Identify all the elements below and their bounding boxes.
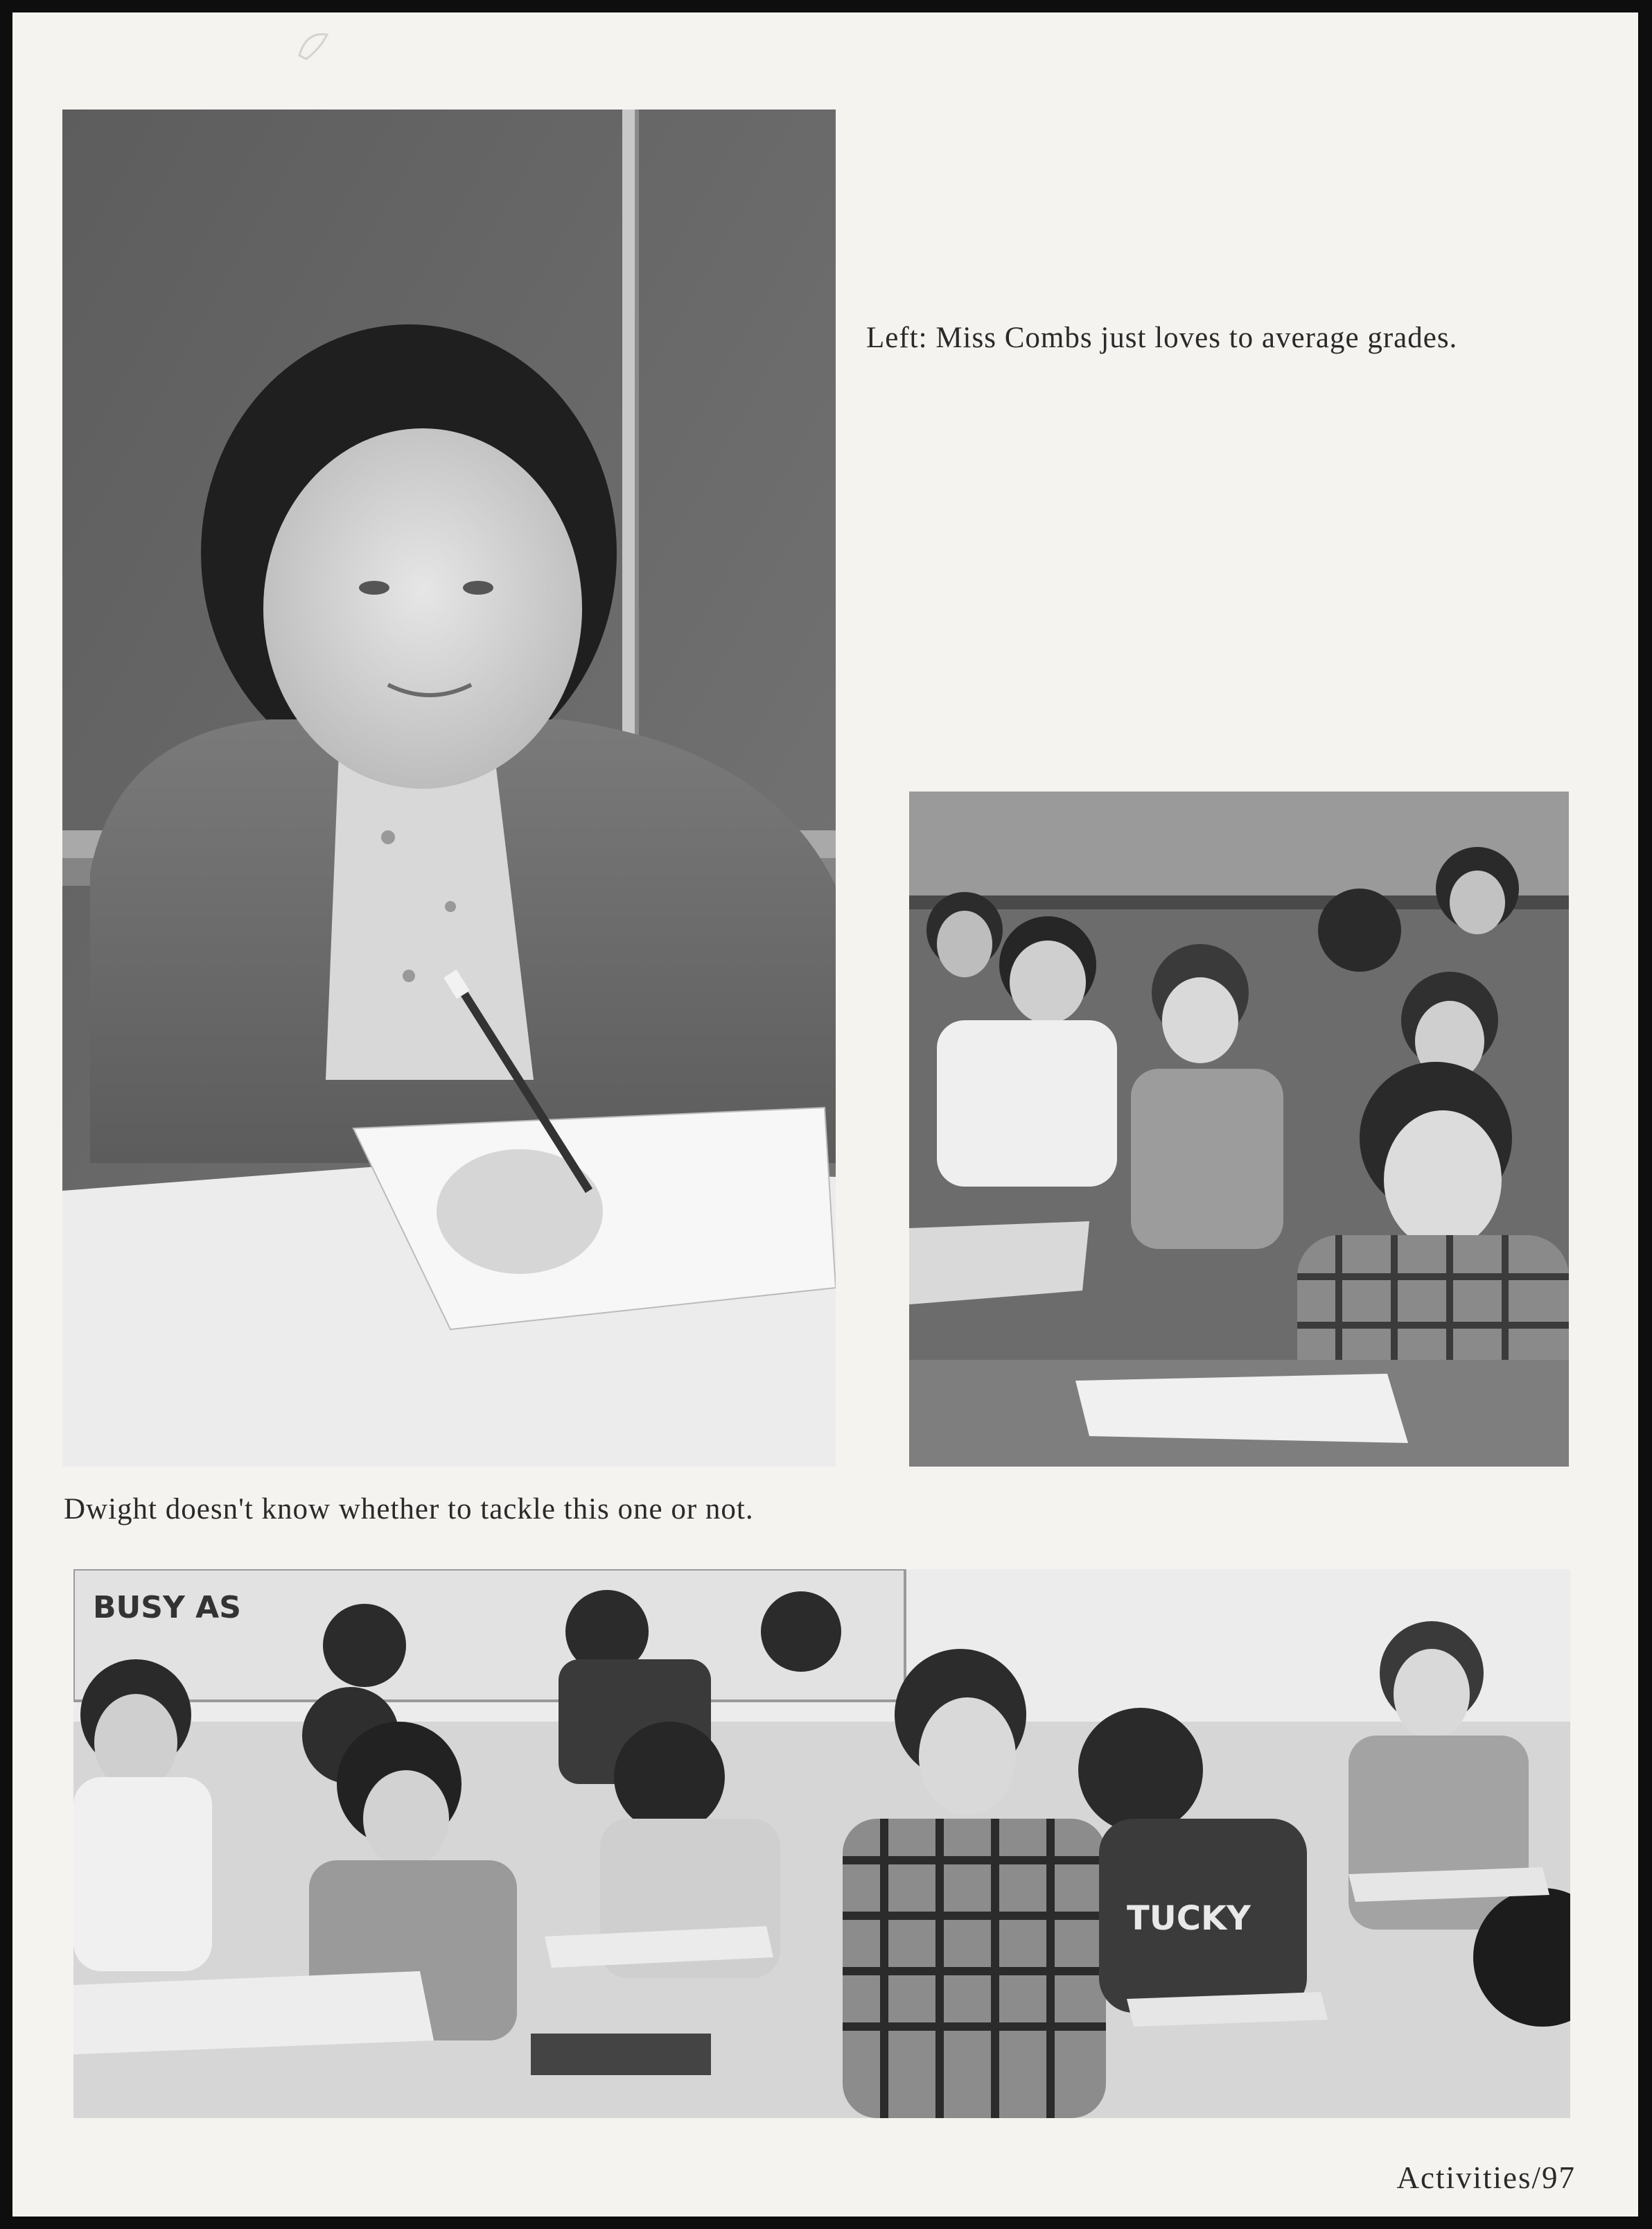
page-footer-section-number: Activities/97 — [1396, 2160, 1576, 2195]
caption-teacher-photo: Left: Miss Combs just loves to average grades. — [866, 322, 1458, 354]
caption-dwight-photo: Dwight doesn't know whether to tackle this one or not. — [64, 1493, 754, 1526]
yearbook-page — [12, 12, 1638, 2217]
photo-teacher-at-desk — [62, 110, 836, 1467]
bulletin-board-text: BUSY AS — [93, 1590, 241, 1625]
photo-students-writing — [73, 1569, 1570, 2118]
page-smudge-mark — [292, 28, 334, 67]
shirt-lettering: TUCKY — [1127, 1899, 1251, 1938]
photo-classroom-dwight — [909, 792, 1569, 1467]
